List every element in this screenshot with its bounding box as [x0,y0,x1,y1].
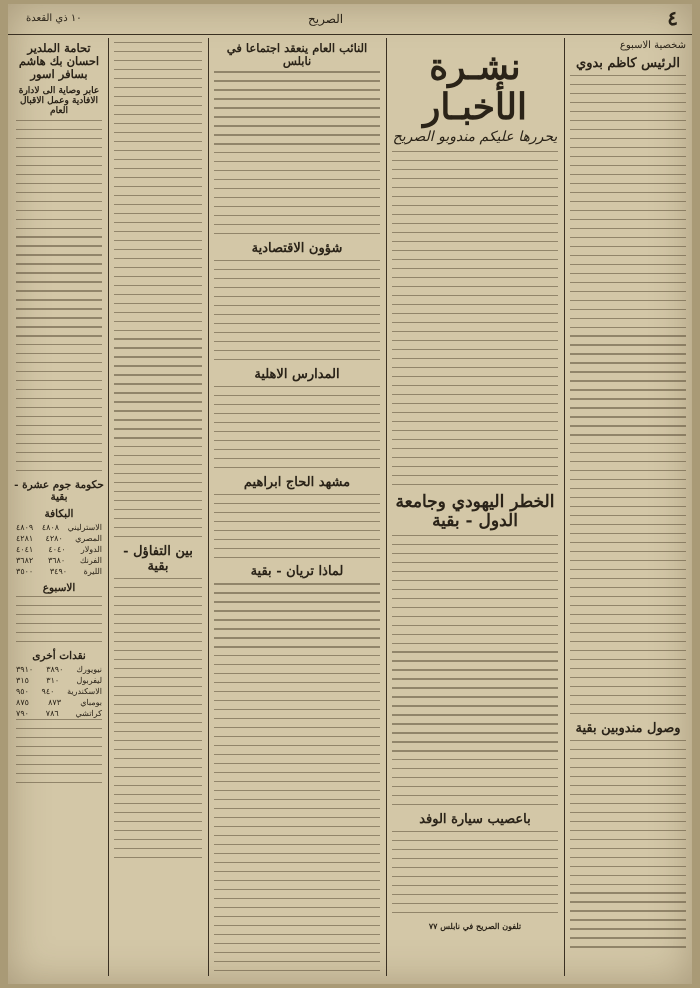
quote-value: ٣٤٩٠ [49,567,68,577]
quote-value: ٣١٠ [46,675,60,685]
quote-row [12,533,106,544]
quote-alt: ٤٨٠٩ [16,523,34,533]
quote-label: الليرة [83,567,102,577]
quote-label: نيويورك [76,664,102,674]
quote-alt: ٩٥٠ [16,686,29,696]
article-body [110,42,206,537]
market-column [12,38,106,976]
quote-value: ٤٠٤٠ [48,545,66,555]
column-kicker: شخصية الاسبوع [619,40,686,51]
quote-alt: ٨٧٥ [16,697,29,707]
column-rule [564,38,565,976]
quote-value: ٤٢٨٠ [45,534,63,544]
column-rule [386,38,387,976]
article-body [566,75,690,714]
quote-alt: ٣٥٠٠ [16,567,34,577]
director-subheadline: عابر وصاية الى لادارة الافادية وعمل الاقبال العام [18,85,100,117]
quote-value: ٣٨٩٠ [46,664,64,674]
exchange-headline: البكافة [44,508,74,521]
ibrahim-headline: مشهد الحاج ابراهيم [243,474,351,490]
article-body [566,740,690,948]
quote-row [12,566,106,577]
news-bulletin-subtitle: يحررها عليكم مندوبو الصريح [392,129,558,146]
quote-row [12,675,106,686]
article-body [388,831,562,913]
article-body [110,578,206,858]
issue-date: ١٠ ذي القعدة [26,13,82,24]
quote-label: بومباي [80,697,102,707]
week-headline: الاسبوع [42,582,76,595]
article-body [12,719,106,783]
quote-alt: ٣١٥ [16,675,29,685]
prices-headline: حكومة جوم عشرة - بقية [14,479,104,504]
phone-note: تلفون الصريح في نابلس ٧٧ [428,920,522,931]
quote-label: الفرنك [79,556,102,566]
quote-label: الاسترليني [67,523,102,533]
quote-value: ٧٨٦ [45,708,59,718]
cotton-table [12,664,106,719]
optimism-headline: بين التفاؤل - بقية [123,544,193,575]
quote-value: ٣٦٨٠ [47,556,66,566]
quote-label: ليفربول [76,675,102,685]
article-body [210,494,384,558]
article-body [210,71,384,234]
quote-value: ٤٨٠٨ [41,523,60,533]
jewish-danger-headline: الخطر اليهودي وجامعة الدول - بقية [395,491,555,532]
director-headline: تحامة الملدير احسان بك هاشم بسافر اسور [18,41,100,82]
column-rule [208,38,209,976]
quote-row [12,664,106,675]
cotton-headline: نقدات أخرى [32,649,86,662]
column-rule [108,38,109,976]
quote-row [12,555,106,566]
quote-row [12,708,106,719]
newspaper-page [8,4,692,984]
quote-label: كراتشي [75,708,102,718]
page-header [8,4,692,35]
quote-alt: ٧٩٠ [16,708,29,718]
quote-row [12,686,106,697]
profile-headline: الرئيس كاظم بدوي [576,56,680,71]
quote-alt: ٣٦٨٢ [16,556,34,566]
schools-headline: المدارس الاهلية [254,366,340,382]
third-column [110,38,206,976]
quote-alt: ٤٢٨١ [16,534,34,544]
article-body [210,583,384,971]
quote-value: ٩٤٠ [41,686,55,696]
article-body [210,386,384,468]
quote-alt: ٤٠٤١ [16,545,34,555]
masthead: الصريح [308,12,344,26]
wafd-car-headline: باعصيب سيارة الوفد [419,812,531,828]
quote-alt: ٣٩١٠ [16,664,34,674]
article-body [388,151,562,485]
news-column [388,38,562,976]
quote-label: المصري [75,534,102,544]
quote-value: ٨٧٣ [48,697,62,707]
article-body [210,260,384,360]
deputy-meeting-headline: النائب العام ينعقد اجتماعا في نابلس [226,41,368,69]
page-number: ٤ [667,6,678,30]
profile-column [566,38,690,976]
article-body [12,596,106,642]
article-body [388,535,562,806]
article-body [12,120,106,472]
quote-label: الاسكندرية [67,686,102,696]
news-bulletin-title: نشـرة الأخبـار [423,46,527,128]
profile-continued-headline: وصول مندوبين بقية [575,720,681,736]
quote-row [12,522,106,533]
quote-row [12,697,106,708]
economy-headline: شؤون الاقتصادية [251,241,343,257]
why-headline: لماذا تريان - بقية [250,564,344,580]
exchange-table [12,522,106,577]
quote-row [12,544,106,555]
quote-label: الدولار [80,545,102,555]
middle-column [210,38,384,976]
